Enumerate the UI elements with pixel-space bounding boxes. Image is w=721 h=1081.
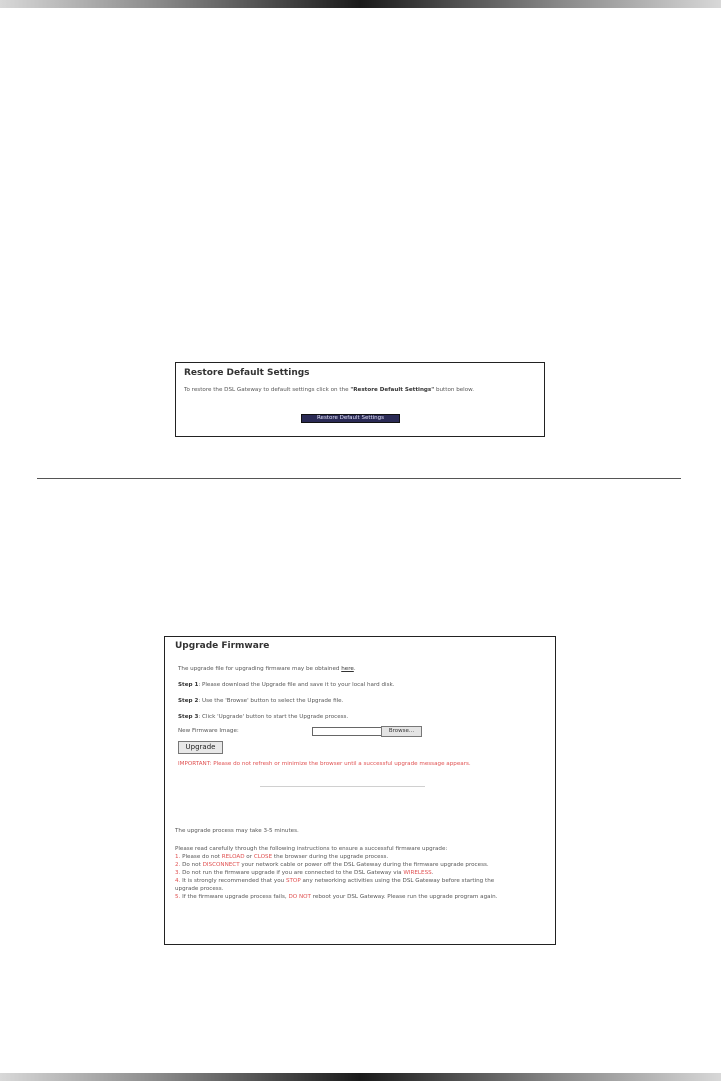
instructions-intro: Please read carefully through the following instructions to ensure a successful firmware upgrade:: [175, 846, 448, 852]
note-5: 5. If the firmware upgrade process fails, DO NOT reboot your DSL Gateway. Please run the upgrade program again.: [175, 894, 498, 900]
firmware-download-link[interactable]: here: [341, 666, 354, 672]
upgrade-firmware-panel: [164, 636, 556, 945]
restore-default-settings-button[interactable]: Restore Default Settings: [301, 414, 400, 423]
note-4: 4. It is strongly recommended that you STOP any networking activities using the DSL Gateway before starting the upgrade process.: [175, 878, 495, 892]
upgrade-intro: The upgrade file for upgrading firmware may be obtained here.: [178, 666, 356, 672]
restore-description: To restore the DSL Gateway to default settings click on the "Restore Default Settings" button below.: [184, 387, 475, 393]
step-1: Step 1: Please download the Upgrade file and save it to your local hard disk.: [178, 682, 395, 688]
section-divider: [37, 478, 681, 479]
step-3: Step 3: Click 'Upgrade' button to start the Upgrade process.: [178, 714, 349, 720]
duration-note: The upgrade process may take 3-5 minutes.: [175, 828, 299, 834]
step-2: Step 2: Use the 'Browse' button to select the Upgrade file.: [178, 698, 344, 704]
firmware-image-input[interactable]: [312, 727, 382, 736]
top-gradient-bar: [0, 0, 721, 8]
restore-default-panel: [175, 362, 545, 437]
firmware-image-label: New Firmware Image:: [178, 728, 239, 734]
browse-button[interactable]: Browse...: [381, 726, 422, 737]
upgrade-notes: [175, 827, 515, 901]
bottom-gradient-bar: [0, 1073, 721, 1081]
note-3: 3. Do not run the firmware upgrade if you are connected to the DSL Gateway via WIRELESS.: [175, 870, 434, 876]
upgrade-button[interactable]: Upgrade: [178, 741, 223, 754]
upgrade-title: Upgrade Firmware: [175, 641, 270, 651]
restore-title: Restore Default Settings: [184, 368, 310, 378]
note-2: 2. Do not DISCONNECT your network cable or power off the DSL Gateway during the firmware upgrade process.: [175, 862, 489, 868]
note-1: 1. Please do not RELOAD or CLOSE the browser during the upgrade process.: [175, 854, 389, 860]
important-warning: IMPORTANT: Please do not refresh or minimize the browser until a successful upgrade message appears.: [178, 761, 471, 767]
progress-area: [260, 786, 425, 787]
